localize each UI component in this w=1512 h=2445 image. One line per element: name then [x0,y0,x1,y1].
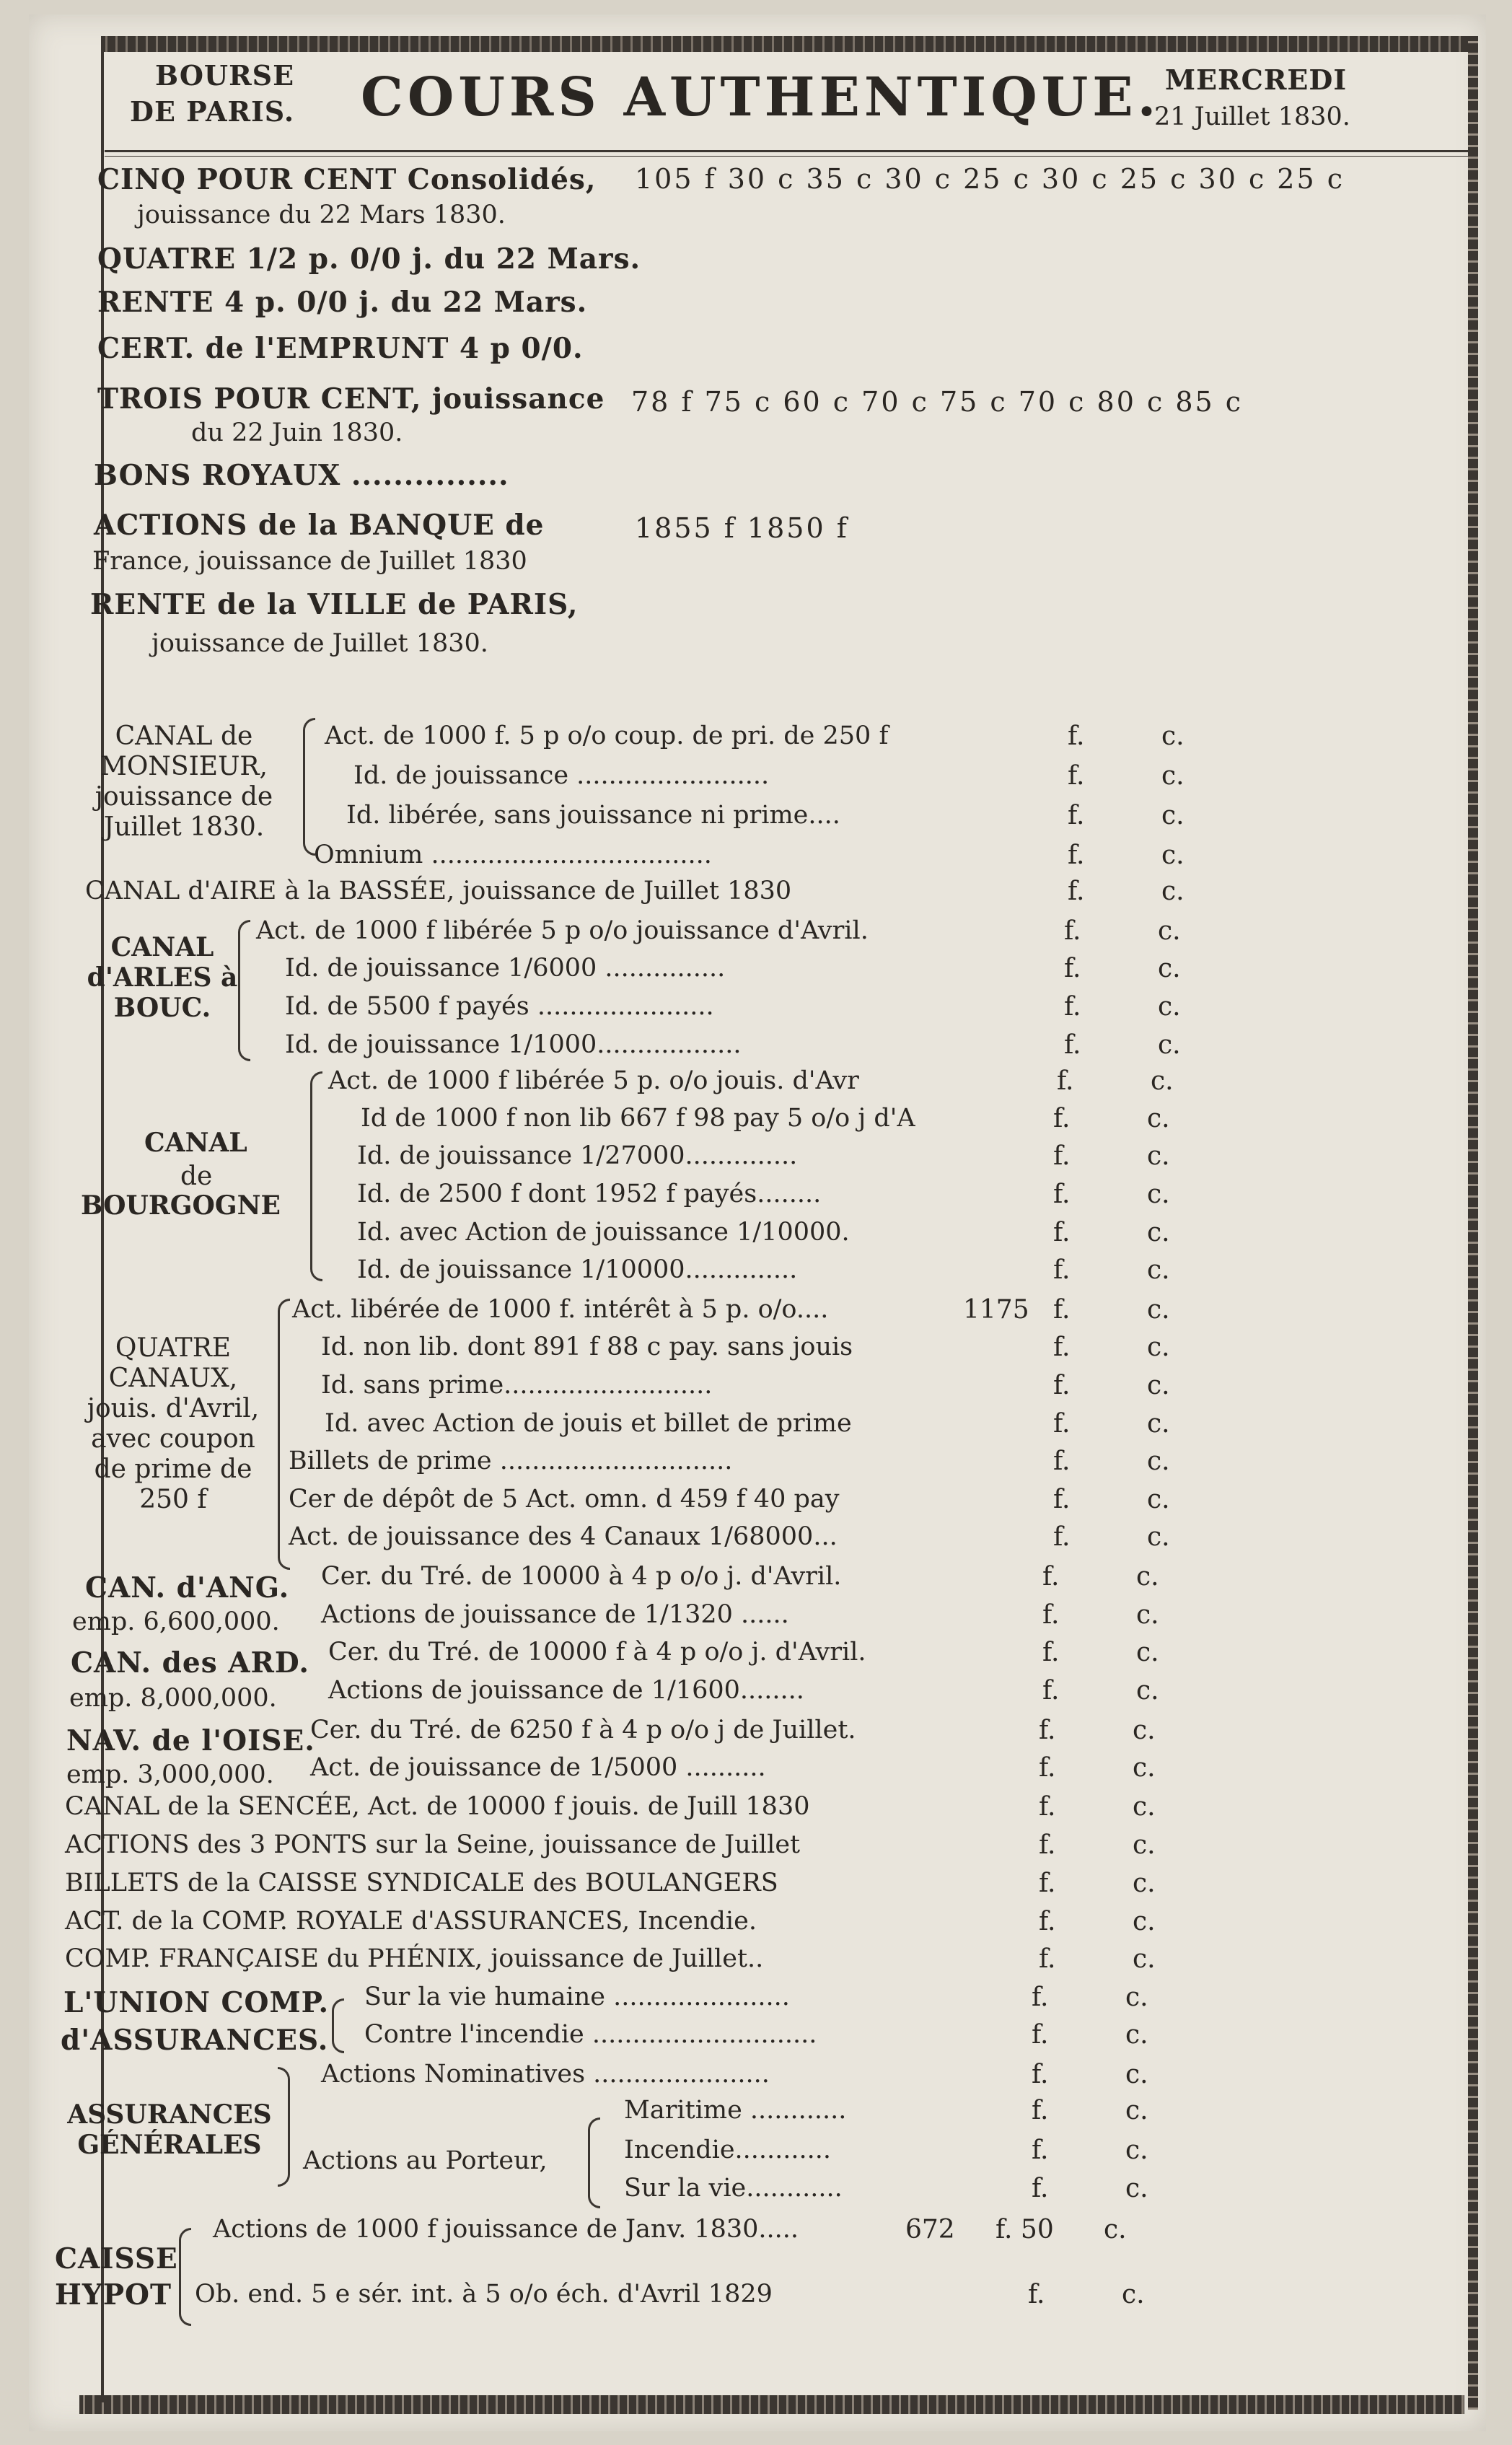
brace [278,2067,290,2187]
brace [588,2117,600,2208]
row-francs: f. [1042,1676,1060,1706]
header-bourse: BOURSE [155,59,295,92]
row-francs: f. [1032,2096,1049,2125]
rente-label: CINQ POUR CENT Consolidés, [97,163,597,196]
row-centimes: c. [1125,2096,1148,2125]
row-francs: f. [1039,1869,1056,1898]
row-centimes: c. [1147,1409,1170,1439]
group-bourgogne-line1: CANAL [144,1128,247,1158]
row-label: Sur la vie humaine ...................... [364,1983,790,2011]
row-label: BILLETS de la CAISSE SYNDICALE des BOULANGERS [65,1869,778,1897]
row-francs: f. [1053,1218,1071,1247]
group-bourgogne-line3: BOURGOGNE [81,1190,281,1221]
row-francs: f. [1028,2280,1045,2309]
row-francs: f. [1068,721,1085,751]
brace [179,2228,191,2326]
brace [332,1998,344,2053]
group-union-assurances: d'ASSURANCES. [61,2024,329,2057]
row-francs: f. [1053,1104,1071,1133]
row-francs: f. [1042,1562,1060,1592]
row-centimes: c. [1147,1180,1170,1209]
row-francs: f. [1053,1522,1071,1552]
row-centimes: c. [1147,1141,1170,1171]
row-centimes: c. [1147,1522,1170,1552]
row-label: Id. de 5500 f payés ...................... [285,992,714,1021]
row-francs: f. [1053,1333,1071,1362]
rente-label: RENTE 4 p. 0/0 j. du 22 Mars. [97,286,588,319]
row-francs: f. [1042,1638,1060,1667]
row-francs: f. [1053,1295,1071,1325]
row-francs: f. [1053,1485,1071,1514]
row-label: Cer. du Tré. de 10000 à 4 p o/o j. d'Avril. [321,1562,842,1591]
row-centimes: c. [1125,2174,1148,2203]
group-quatre-canaux: QUATRE CANAUX, jouis. d'Avril, avec coupon de prime de 250 f [87,1333,260,1514]
row-centimes: c. [1136,1600,1159,1630]
row-centimes: c. [1133,1830,1156,1860]
row-label: ACT. de la COMP. ROYALE d'ASSURANCES, Incendie. [65,1907,757,1936]
group-union: L'UNION COMP. [63,1986,330,2019]
bottom-border [79,2395,1464,2414]
row-label: Id. de jouissance 1/1000.................. [285,1030,742,1059]
row-label: Actions de 1000 f jouissance de Janv. 1830..... [213,2215,799,2244]
row-francs: f. [1053,1180,1071,1209]
row-francs: f. [1032,2020,1049,2050]
row-label: Act. de 1000 f libérée 5 p. o/o jouis. d'Avr [328,1066,859,1095]
row-francs: f. [1032,1983,1049,2012]
header-de-paris: DE PARIS. [130,95,295,128]
row-centimes: c. [1161,761,1184,791]
header-day: MERCREDI [1165,63,1348,96]
row-centimes: c. [1136,1676,1159,1706]
row-label: Cer de dépôt de 5 Act. omn. d 459 f 40 pay [289,1485,840,1514]
row-centimes: c. [1151,1066,1174,1096]
brace [303,718,315,856]
rente-sub: jouissance de Juillet 1830. [151,629,488,658]
row-francs: f. [1068,840,1085,870]
rente-label: RENTE de la VILLE de PARIS, [90,588,579,621]
row-label: Id. de jouissance 1/6000 ............... [285,954,726,983]
group-can-ard-emp: emp. 8,000,000. [69,1684,277,1713]
row-label: Cer. du Tré. de 10000 f à 4 p o/o j. d'Avril. [328,1638,866,1667]
row-francs: f. [1039,1944,1056,1974]
header-date: 21 Juillet 1830. [1154,102,1350,131]
row-centimes: c. [1158,992,1181,1022]
row-centimes: c. [1125,2020,1148,2050]
row-francs: f. [1053,1255,1071,1285]
row-centimes: c. [1161,801,1184,830]
row-centimes: c. [1147,1104,1170,1133]
rente-sub: jouissance du 22 Mars 1830. [137,201,506,229]
row-francs: f. [1039,1830,1056,1860]
row-francs: f. [1068,761,1085,791]
group-nav-oise-emp: emp. 3,000,000. [66,1760,274,1789]
row-label: Omnium ................................... [314,840,712,869]
group-assurances-generales: ASSURANCES GÉNÉRALES [67,2099,272,2160]
header-divider-thin [105,156,1468,157]
row-francs: f. [1053,1409,1071,1439]
rente-prices: 1855 f 1850 f [635,512,849,544]
row-francs: f. [1039,1753,1056,1783]
row-centimes: c. [1161,877,1184,906]
group-can-ang-emp: emp. 6,600,000. [72,1607,280,1636]
row-centimes: c. [1161,721,1184,751]
group-canal-monsieur: CANAL de MONSIEUR, jouissance de Juillet 1830. [94,721,273,842]
row-centimes: c. [1133,1716,1156,1745]
row-centimes: c. [1161,840,1184,870]
row-price: 672 [905,2215,955,2244]
row-francs: f. [1053,1141,1071,1171]
row-francs: f. [1064,954,1081,983]
row-centimes: c. [1147,1255,1170,1285]
row-label: Actions Nominatives ...................... [321,2060,770,2089]
row-label: ACTIONS des 3 PONTS sur la Seine, jouissance de Juillet [65,1830,801,1859]
row-francs: f. [1064,916,1081,946]
row-francs: f. [1068,801,1085,830]
row-centimes: c. [1125,2135,1148,2165]
row-centimes: c. [1104,2215,1127,2244]
row-label: Id. de jouissance 1/10000.............. [357,1255,798,1284]
row-label: Act. de jouissance des 4 Canaux 1/68000... [289,1522,838,1551]
row-centimes: c. [1147,1485,1170,1514]
row-francs: f. [1039,1716,1056,1745]
rente-label: BONS ROYAUX ............... [94,459,509,492]
row-francs: f. [1039,1907,1056,1936]
row-centimes: c. [1122,2280,1145,2309]
rente-sub: du 22 Juin 1830. [191,418,403,447]
rente-label: QUATRE 1/2 p. 0/0 j. du 22 Mars. [97,242,641,276]
row-label: Id. de 2500 f dont 1952 f payés........ [357,1180,822,1208]
rente-label: TROIS POUR CENT, jouissance [97,382,605,416]
row-label: Id. sans prime.......................... [321,1371,713,1400]
row-francs: f. [1064,992,1081,1022]
row-francs: f. [1032,2060,1049,2089]
brace [310,1071,322,1281]
group-bourgogne-line2: de [180,1162,213,1191]
rente-prices: 78 f 75 c 60 c 70 c 75 c 70 c 80 c 85 c [631,386,1244,418]
row-centimes: c. [1147,1295,1170,1325]
row-label: Cer. du Tré. de 6250 f à 4 p o/o j de Juillet. [310,1716,856,1744]
row-centimes: c. [1147,1447,1170,1476]
page-title: COURS AUTHENTIQUE. [361,66,1161,128]
row-centimes: c. [1136,1638,1159,1667]
row-francs: f. [1042,1600,1060,1630]
right-border [1468,36,1478,2410]
group-hypot: HYPOT [55,2278,172,2312]
row-francs: f. [1032,2174,1049,2203]
row-label: Act. libérée de 1000 f. intérêt à 5 p. o/o.... [292,1295,829,1324]
row-label: Id. de jouissance 1/27000.............. [357,1141,798,1170]
row-label: Contre l'incendie ............................ [364,2020,817,2049]
brace [238,920,250,1061]
row-label: Actions de jouissance de 1/1320 ...... [321,1600,789,1629]
row-label: Act. de 1000 f. 5 p o/o coup. de pri. de 250 f [325,721,889,750]
row-francs: f. [1053,1371,1071,1400]
row-label: CANAL d'AIRE à la BASSÉE, jouissance de Juillet 1830 [85,877,792,905]
row-price: 1175 [963,1295,1029,1325]
row-centimes: c. [1158,916,1181,946]
row-francs: f. [1068,877,1085,906]
row-label: Billets de prime ............................. [289,1447,733,1475]
row-francs: f. [1053,1447,1071,1476]
row-francs: f. [1032,2135,1049,2165]
row-label: Ob. end. 5 e sér. int. à 5 o/o éch. d'Avril 1829 [195,2280,773,2309]
row-label: Id. avec Action de jouis et billet de prime [325,1409,852,1438]
row-label: Sur la vie............ [624,2174,843,2203]
row-centimes: c. [1147,1371,1170,1400]
row-label: Maritime ............ [624,2096,847,2125]
row-label: COMP. FRANÇAISE du PHÉNIX, jouissance de Juillet.. [65,1944,764,1973]
row-centimes: c. [1158,1030,1181,1060]
row-francs: f. [1064,1030,1081,1060]
group-caisse: CAISSE [55,2242,178,2275]
group-can-ard: CAN. des ARD. [71,1646,309,1680]
row-francs: f. 50 [995,2215,1054,2244]
rente-label: CERT. de l'EMPRUNT 4 p 0/0. [97,332,584,365]
row-label: CANAL de la SENCÉE, Act. de 10000 f jouis. de Juill 1830 [65,1792,810,1821]
group-porteur: Actions au Porteur, [303,2146,548,2175]
row-centimes: c. [1147,1218,1170,1247]
row-label: Actions de jouissance de 1/1600........ [328,1676,804,1705]
row-centimes: c. [1158,954,1181,983]
row-label: Act. de 1000 f libérée 5 p o/o jouissance d'Avril. [256,916,869,945]
header-divider [105,150,1468,152]
row-label: Act. de jouissance de 1/5000 .......... [310,1753,766,1782]
row-label: Id. libérée, sans jouissance ni prime.... [346,801,840,830]
row-centimes: c. [1125,2060,1148,2089]
row-label: Incendie............ [624,2135,832,2164]
rente-prices: 105 f 30 c 35 c 30 c 25 c 30 c 25 c 30 c 25 c [635,163,1345,195]
row-label: Id de 1000 f non lib 667 f 98 pay 5 o/o j d'A [361,1104,915,1133]
group-can-ang: CAN. d'ANG. [85,1571,290,1605]
row-centimes: c. [1147,1333,1170,1362]
row-centimes: c. [1133,1792,1156,1822]
row-francs: f. [1039,1792,1056,1822]
row-label: Id. de jouissance ........................ [353,761,770,790]
rente-label: ACTIONS de la BANQUE de [94,509,545,542]
row-centimes: c. [1133,1944,1156,1974]
row-centimes: c. [1133,1907,1156,1936]
row-francs: f. [1057,1066,1074,1096]
row-centimes: c. [1136,1562,1159,1592]
group-canal-arles: CANAL d'ARLES à BOUC. [87,932,238,1023]
group-nav-oise: NAV. de l'OISE. [66,1724,315,1757]
row-centimes: c. [1133,1753,1156,1783]
row-label: Id. non lib. dont 891 f 88 c pay. sans jouis [321,1333,853,1361]
row-centimes: c. [1125,1983,1148,2012]
top-border [101,36,1475,52]
row-label: Id. avec Action de jouissance 1/10000. [357,1218,850,1247]
rente-sub: France, jouissance de Juillet 1830 [92,547,527,576]
row-centimes: c. [1133,1869,1156,1898]
